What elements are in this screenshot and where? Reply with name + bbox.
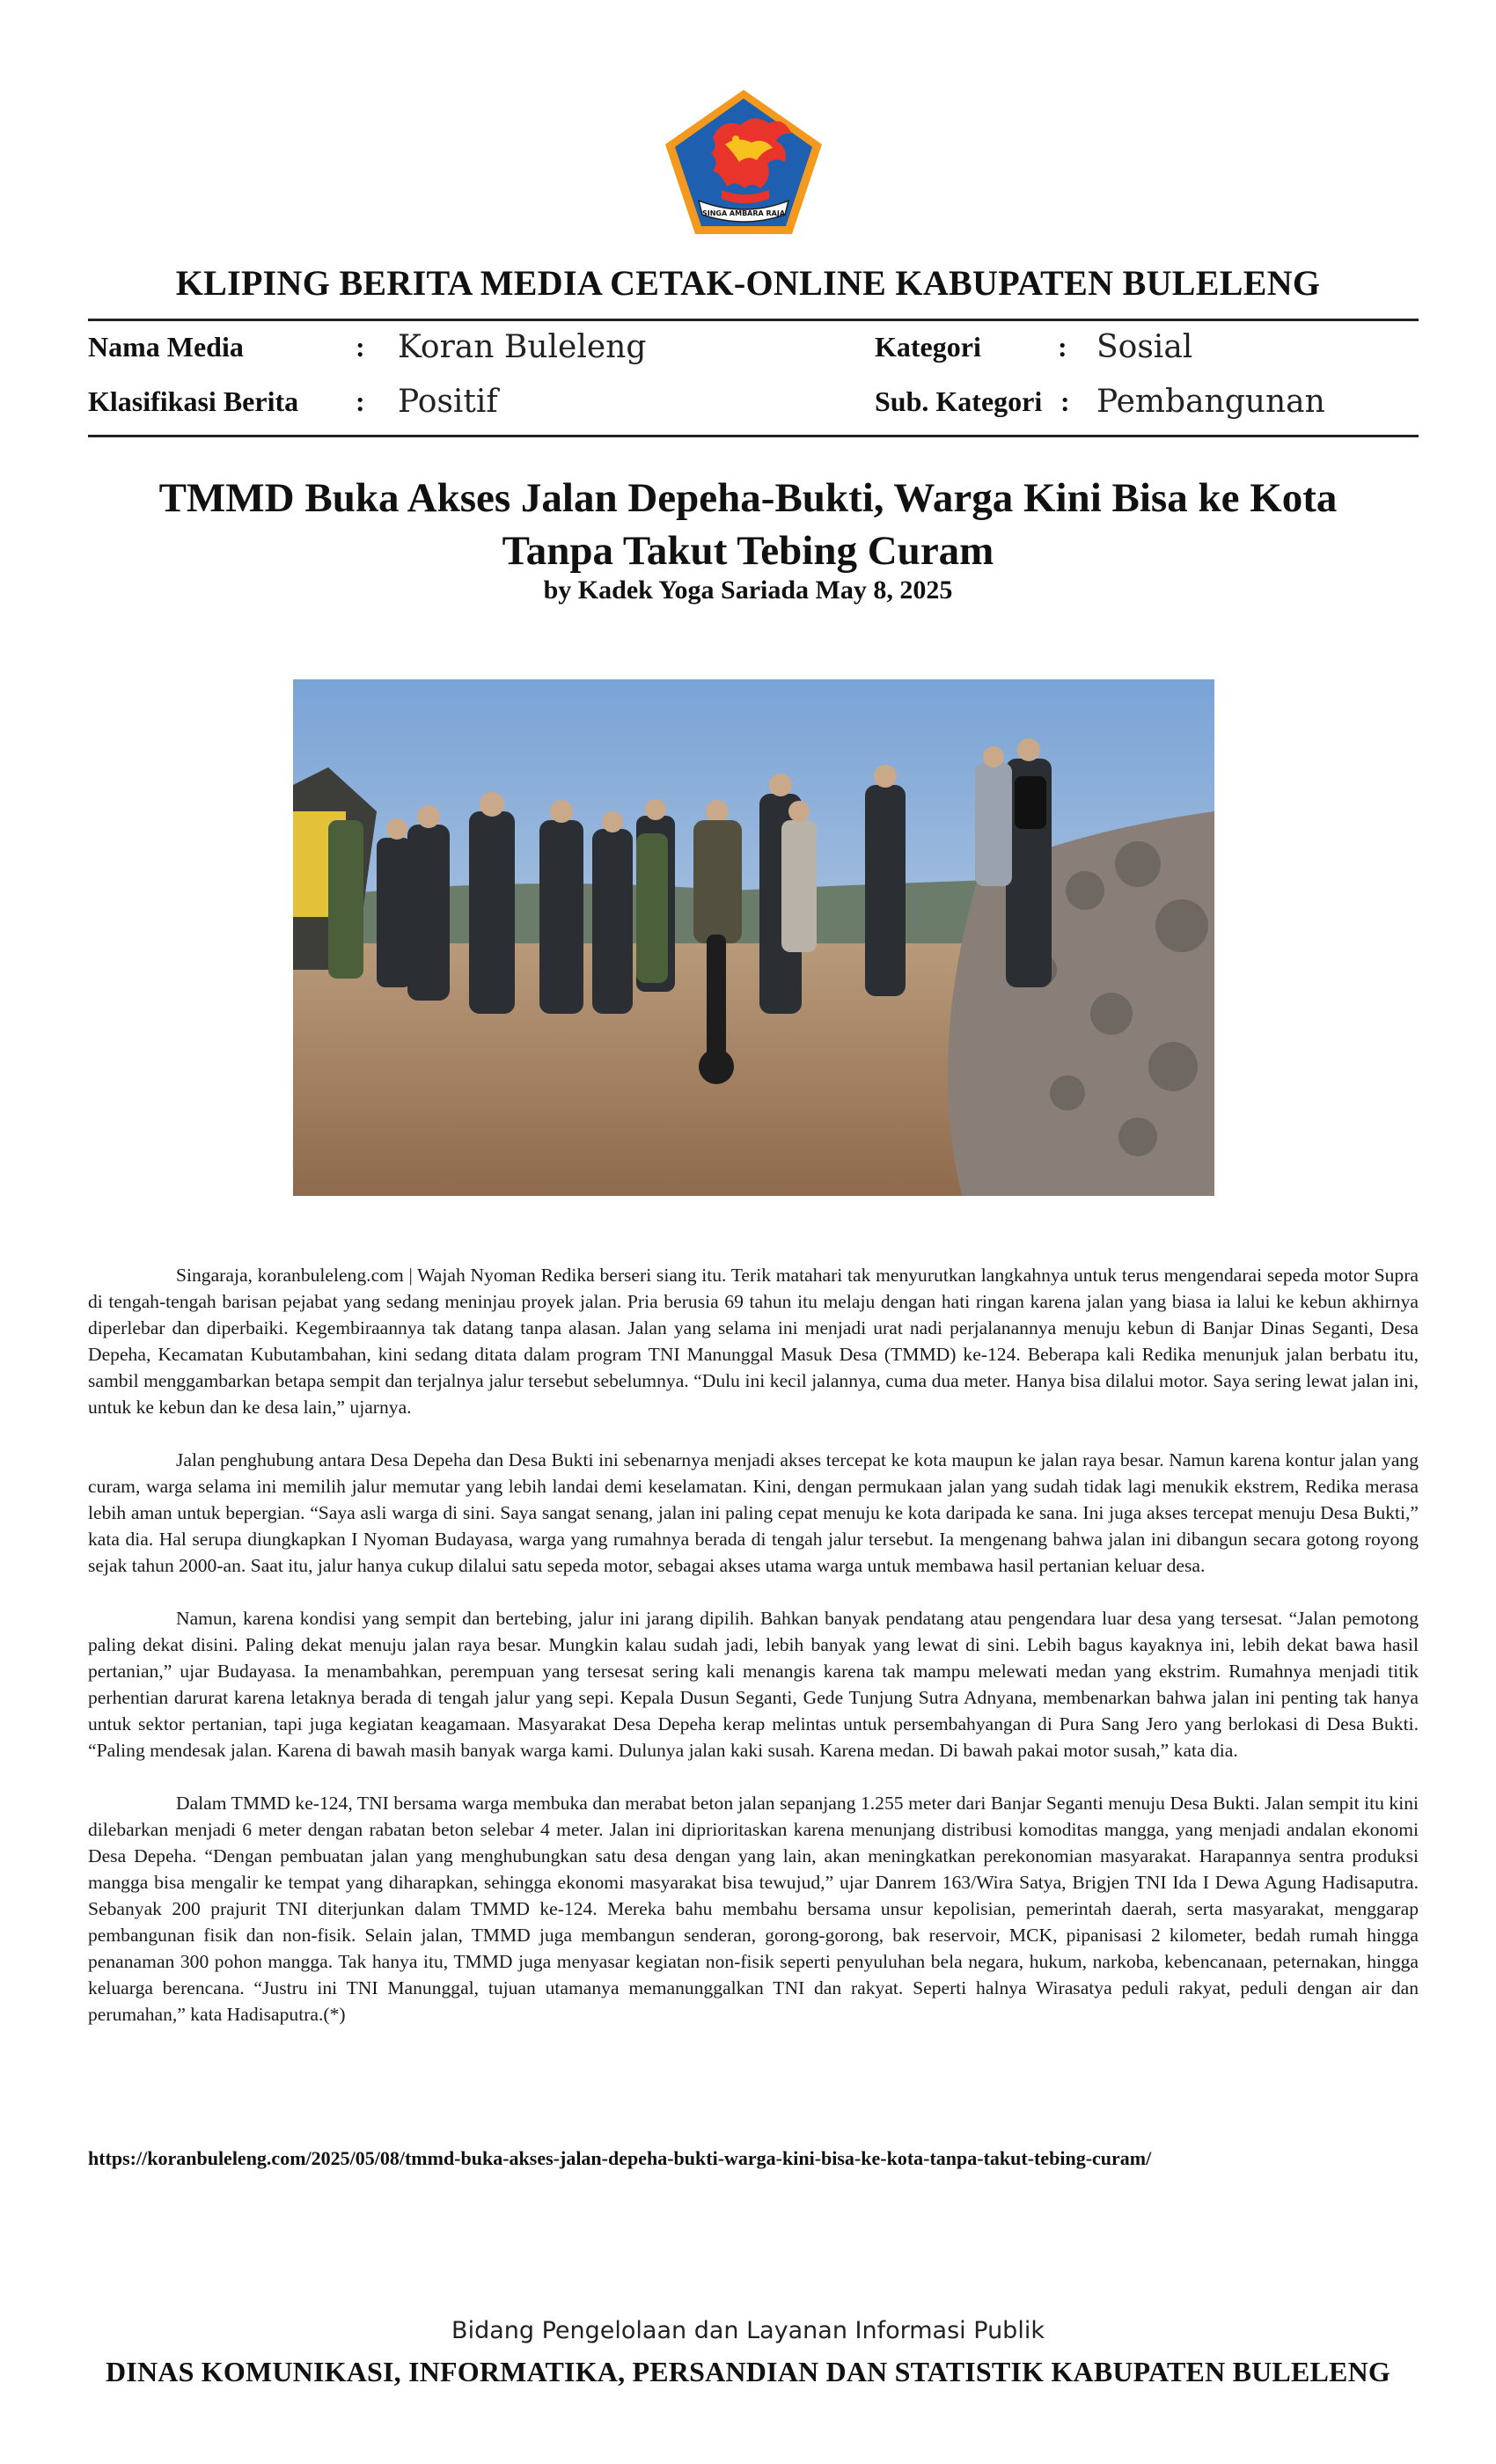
media-name-label: Nama Media — [88, 331, 244, 363]
media-name-colon: : — [356, 331, 365, 363]
svg-text:SINGA AMBARA RAJA: SINGA AMBARA RAJA — [701, 209, 786, 217]
article-source-link[interactable]: https://koranbuleleng.com/2025/05/08/tmmd-buka-akses-jalan-depeha-bukti-warga-kini-bisa-ke-kota-tanpa-takut-tebing-curam/ — [88, 2147, 1152, 2169]
article-paragraph-2: Jalan penghubung antara Desa Depeha dan Desa Bukti ini sebenarnya menjadi akses tercepat ke kota maupun ke jalan raya besar. Namun karena kontur jalan yang curam, warga selama ini memilih jalur memutar yang lebih landai demi keselamatan. Kini, dengan permukaan jalan yang sudah tidak lagi menukik ekstrem, Redika merasa lebih aman untuk bepergian. “Saya asli warga di sini. Saya sangat senang, jalan ini paling cepat menuju ke kota daripada ke sana. Ini juga akses tercepat menuju Desa Bukti,” kata dia. Hal serupa diungkapkan I Nyoman Budayasa, warga yang rumahnya berada di tengah jalur tersebut. Ia mengenang bahwa jalan ini dibangun secara gotong royong sejak tahun 2000-an. Saat itu, jalur hanya cukup dilalui satu sepeda motor, sebagai akses utama warga untuk membawa hasil pertanian keluar desa. — [88, 1449, 1419, 1576]
article-title-line-2: Tanpa Takut Tebing Curam — [502, 528, 994, 574]
winged-lion-emblem-icon — [660, 86, 827, 238]
article-paragraph-3: Namun, karena kondisi yang sempit dan bertebing, jalur ini jarang dipilih. Bahkan banyak pendatang atau pengendara luar desa yang tersesat. “Jalan pemotong paling dekat disini. Paling dekat menuju jalan raya besar. Mungkin kalau sudah jadi, lebih banyak yang lewat di sini. Lebih bagus kayaknya ini, lebih dekat bawa hasil pertanian,” ujar Budayasa. Ia menambahkan, perempuan yang tersesat sering kali menangis karena tak mampu melewati medan yang ekstrim. Rumahnya menjadi titik perhentian darurat karena letaknya berada di tengah jalur yang sepi. Kepala Dusun Seganti, Gede Tunjung Sutra Adnyana, membenarkan bahwa jalan ini penting tak hanya untuk sektor pertanian, tapi juga kegiatan keagamaan. Masyarakat Desa Depeha kerap melintas untuk persembahyangan di Pura Sang Jero yang berlokasi di Desa Bukti. “Paling mendesak jalan. Karena di bawah masih banyak warga kami. Dulunya jalan kaki susah. Karena medan. Di bawah pakai motor susah,” kata dia. — [88, 1608, 1419, 1761]
media-name-value: Koran Buleleng — [398, 329, 647, 365]
road-inspection-photo — [293, 679, 1214, 1196]
sub-category-label: Sub. Kategori — [875, 385, 1043, 417]
regency-emblem-logo — [660, 86, 827, 238]
footer-agency: DINAS KOMUNIKASI, INFORMATIKA, PERSANDIAN DAN STATISTIK KABUPATEN BULELENG — [105, 2356, 1391, 2387]
clipping-header-title: KLIPING BERITA MEDIA CETAK-ONLINE KABUPATEN BULELENG — [175, 263, 1321, 303]
news-classification-colon: : — [356, 385, 365, 417]
article-body — [88, 1262, 1419, 2054]
header-divider-top — [88, 319, 1419, 321]
news-classification-label: Klasifikasi Berita — [88, 385, 299, 417]
article-title-line-1: TMMD Buka Akses Jalan Depeha-Bukti, Warga Kini Bisa ke Kota — [158, 475, 1338, 521]
sub-category-value: Pembangunan — [1096, 384, 1325, 420]
sub-category-colon: : — [1060, 385, 1070, 417]
footer-department: Bidang Pengelolaan dan Layanan Informasi Publik — [451, 2317, 1045, 2344]
header-divider-bottom — [88, 435, 1419, 437]
article-paragraph-1: Singaraja, koranbuleleng.com | Wajah Nyoman Redika berseri siang itu. Terik matahari tak menyurutkan langkahnya untuk terus mengendarai sepeda motor Supra di tengah-tengah barisan pejabat yang sedang meninjau proyek jalan. Pria berusia 69 tahun itu melaju dengan hati ringan karena jalan yang biasa ia lalui ke kebun akhirnya diperlebar dan diperbaiki. Kegembiraannya tak datang tanpa alasan. Jalan yang selama ini menjadi urat nadi perjalanannya menuju kebun di Banjar Dinas Seganti, Desa Depeha, Kecamatan Kubutambahan, kini sedang ditata dalam program TNI Manunggal Masuk Desa (TMMD) ke-124. Beberapa kali Redika menunjuk jalan berbatu itu, sambil menggambarkan betapa sempit dan terjalnya jalur tersebut sebelumnya. “Dulu ini kecil jalannya, cuma dua meter. Hanya bisa dilalui motor. Saya sering lewat jalan ini, untuk ke kebun dan ke desa lain,” ujarnya. — [88, 1265, 1419, 1418]
news-classification-value: Positif — [398, 384, 498, 420]
article-title — [88, 472, 1408, 577]
article-photo — [293, 679, 1214, 1196]
category-value: Sosial — [1096, 329, 1193, 365]
article-byline: by Kadek Yoga Sariada May 8, 2025 — [543, 576, 953, 605]
article-paragraph-4: Dalam TMMD ke-124, TNI bersama warga membuka dan merabat beton jalan sepanjang 1.255 meter dari Banjar Seganti menuju Desa Bukti. Jalan sempit itu kini dilebarkan menjadi 6 meter dengan rabatan beton selebar 4 meter. Jalan ini diprioritaskan karena menunjang distribusi komoditas mangga, yang menjadi andalan ekonomi Desa Depeha. “Dengan pembuatan jalan yang menghubungkan satu desa dengan yang lain, akan meningkatkan perekonomian masyarakat. Harapannya sentra produksi mangga bisa mengalir ke tempat yang diharapkan, sehingga ekonomi masyarakat bisa tewujud,” ujar Danrem 163/Wira Satya, Brigjen TNI Ida I Dewa Agung Hadisaputra. Sebanyak 200 prajurit TNI diterjunkan dalam TMMD ke-124. Mereka bahu membahu bersama unsur kepolisian, pemerintah daerah, serta masyarakat, menggarap pembangunan fisik dan non-fisik. Selain jalan, TMMD juga membangun senderan, gorong-gorong, bak reservoir, MCK, pipanisasi 2 kilometer, bedah rumah hingga penanaman 300 pohon mangga. Tak hanya itu, TMMD juga menyasar kegiatan non-fisik seperti penyuluhan bela negara, hukum, narkoba, kebencanaan, peternakan, hingga keluarga berencana. “Justru ini TNI Manunggal, tujuan utamanya memanunggalkan TNI dan rakyat. Seperti halnya Wirasatya peduli rakyat, peduli dengan air dan perumahan,” kata Hadisaputra.(*) — [88, 1793, 1419, 2025]
category-colon: : — [1058, 331, 1067, 363]
category-label: Kategori — [875, 331, 981, 363]
